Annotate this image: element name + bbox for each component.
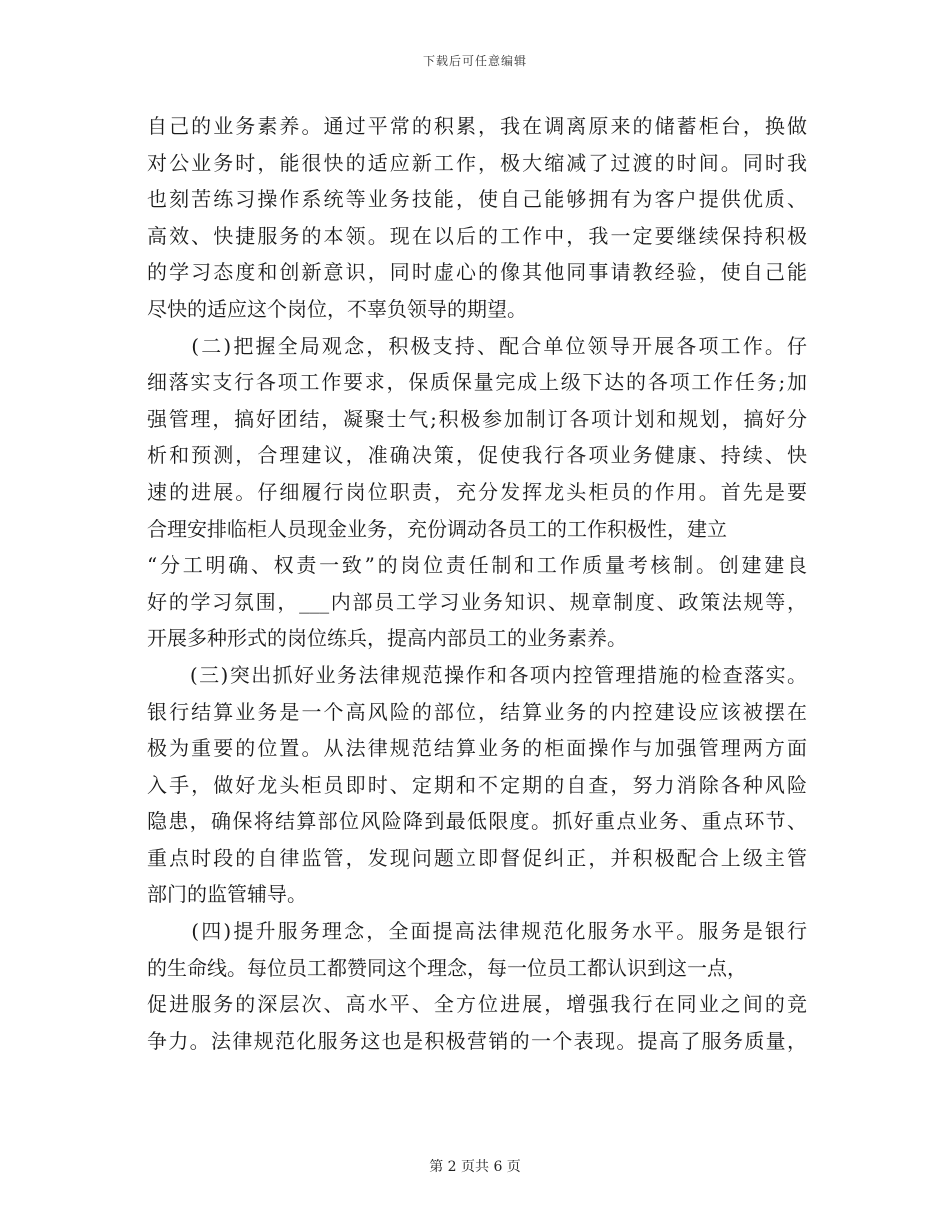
body-line: 重点时段的自律监管，发现问题立即督促纠正，并积极配合上级主管 (147, 845, 807, 870)
body-line: 入手，做好龙头柜员即时、定期和不定期的自查，努力消除各种风险 (147, 772, 807, 797)
body-line: “分工明确、权责一致”的岗位责任制和工作质量考核制。创建建良 (147, 553, 807, 578)
body-line: 促进服务的深层次、高水平、全方位进展，增强我行在同业之间的竞 (147, 992, 807, 1017)
body-line: 细落实支行各项工作要求，保质保量完成上级下达的各项工作任务;加 (147, 370, 807, 395)
body-line: 高效、快捷服务的本领。现在以后的工作中，我一定要继续保持积极 (147, 223, 807, 248)
document-body (147, 108, 807, 1059)
body-line: 也刻苦练习操作系统等业务技能，使自己能够拥有为客户提供优质、 (147, 187, 807, 212)
body-line: 银行结算业务是一个高风险的部位，结算业务的内控建设应该被摆在 (147, 699, 807, 724)
body-line: 极为重要的位置。从法律规范结算业务的柜面操作与加强管理两方面 (147, 736, 807, 761)
body-line: (四)提升服务理念，全面提高法律规范化服务水平。服务是银行 (147, 919, 807, 944)
body-line: 对公业务时，能很快的适应新工作，极大缩减了过渡的时间。同时我 (147, 150, 807, 175)
body-line: 部门的监管辅导。 (147, 882, 307, 907)
body-line: 强管理，搞好团结，凝聚士气;积极参加制订各项计划和规划，搞好分 (147, 406, 807, 431)
body-line: 开展多种形式的岗位练兵，提高内部员工的业务素养。 (147, 626, 627, 651)
body-line: 隐患，确保将结算部位风险降到最低限度。抓好重点业务、重点环节、 (147, 809, 807, 834)
body-line: 合理安排临柜人员现金业务，充份调动各员工的工作积极性，建立 (147, 516, 727, 541)
body-line: (二)把握全局观念，积极支持、配合单位领导开展各项工作。仔 (147, 333, 807, 358)
body-line: 争力。法律规范化服务这也是积极营销的一个表现。提高了服务质量， (147, 1028, 807, 1053)
body-line: 自己的业务素养。通过平常的积累，我在调离原来的储蓄柜台，换做 (147, 114, 807, 138)
body-line: 好的学习氛围，___内部员工学习业务知识、规章制度、政策法规等， (147, 589, 807, 614)
body-line: 尽快的适应这个岗位，不辜负领导的期望。 (147, 296, 527, 321)
body-line: 的生命线。每位员工都赞同这个理念，每一位员工都认识到这一点， (147, 955, 747, 980)
page-footer: 第 2 页共 6 页 (429, 1159, 521, 1175)
body-line: 析和预测，合理建议，准确决策，促使我行各项业务健康、持续、快 (147, 443, 807, 468)
page-header: 下载后可任意编辑 (422, 54, 527, 68)
body-line: 速的进展。仔细履行岗位职责，充分发挥龙头柜员的作用。首先是要 (147, 479, 807, 504)
body-line: (三)突出抓好业务法律规范操作和各项内控管理措施的检查落实。 (147, 662, 807, 687)
body-line: 的学习态度和创新意识，同时虚心的像其他同事请教经验，使自己能 (147, 260, 807, 285)
